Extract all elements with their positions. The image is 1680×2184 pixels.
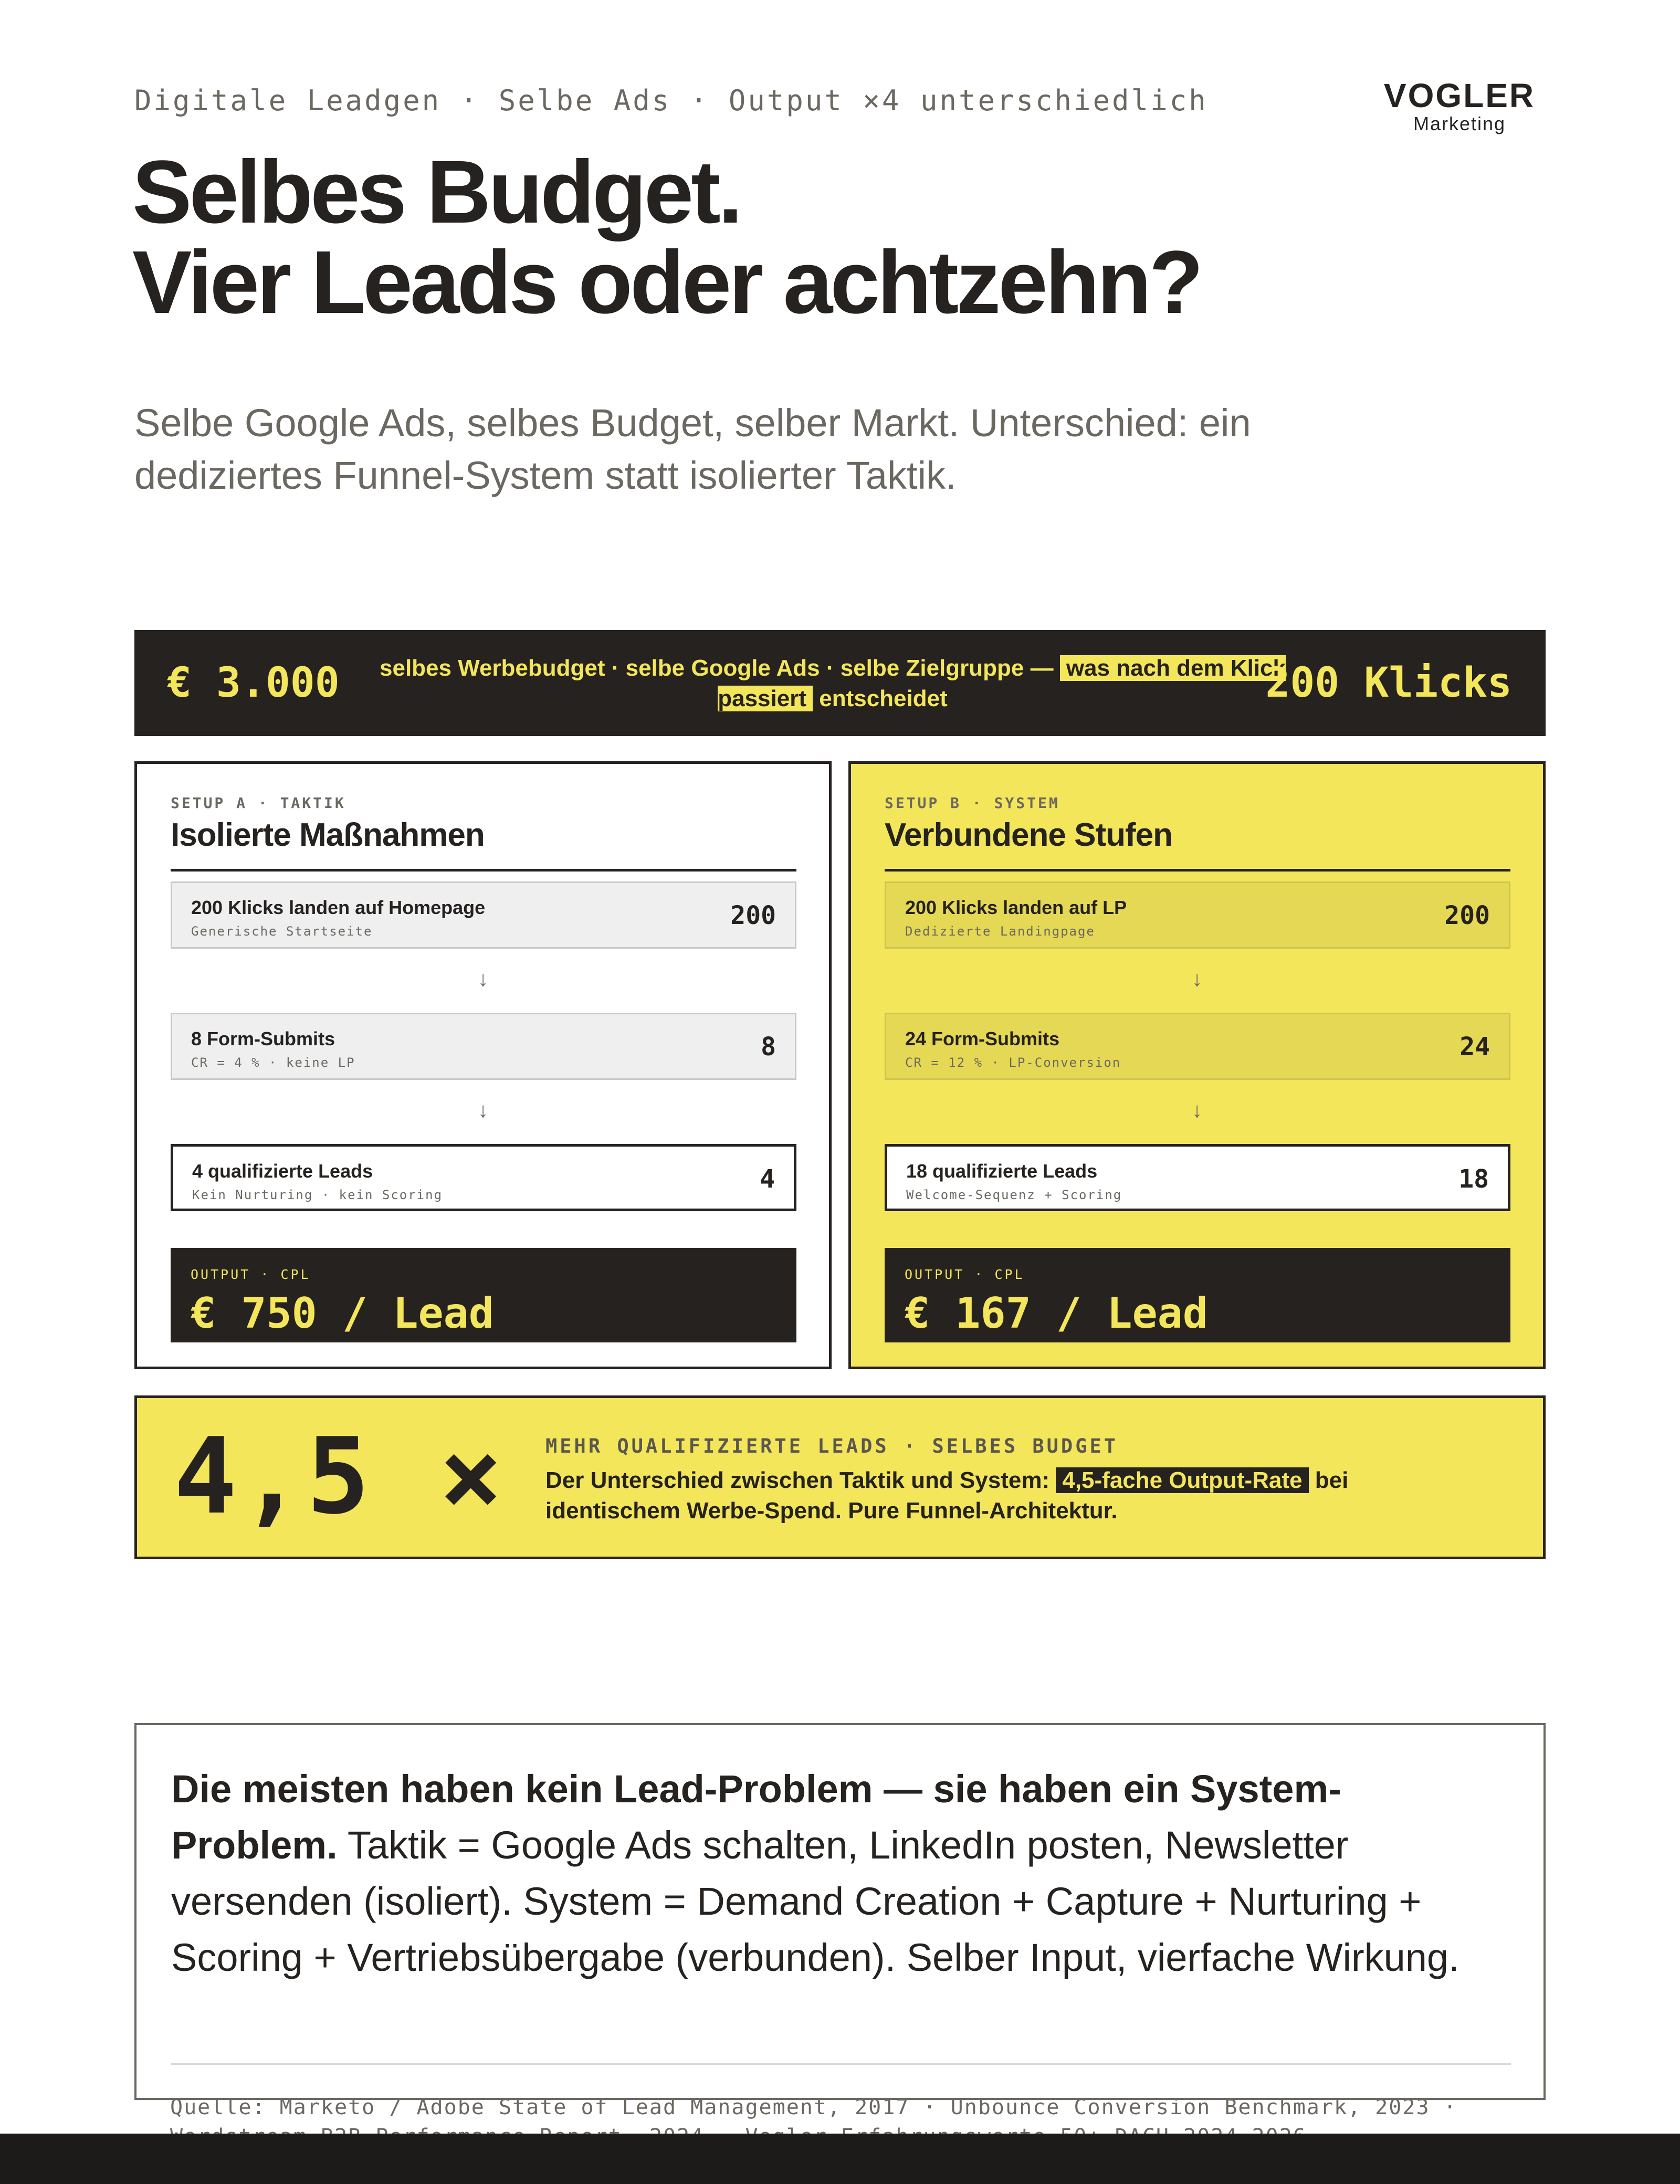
logo-wordmark: VOGLER	[1383, 77, 1536, 114]
funnel-step	[885, 881, 1510, 949]
step-value: 200	[1444, 901, 1490, 930]
budget-value: € 3.000	[167, 659, 340, 707]
multiplier-highlight: 4,5-fache Output-Rate	[1056, 1467, 1308, 1493]
step-value: 24	[1460, 1032, 1490, 1062]
divider	[171, 2063, 1511, 2065]
step-value: 200	[730, 901, 776, 930]
title-line-2: Vier Leads oder achtzehn?	[132, 233, 1201, 332]
multiplier-panel	[134, 1395, 1546, 1559]
step-subtitle: Welcome-Sequenz + Scoring	[906, 1188, 1122, 1202]
arrow-down-icon: ↓	[478, 968, 488, 991]
setup-a-card	[134, 761, 832, 1369]
step-title: 4 qualifizierte Leads	[192, 1160, 373, 1182]
output-kicker: OUTPUT · CPL	[191, 1267, 311, 1282]
multiplier-text-before: Der Unterschied zwischen Taktik und System:	[545, 1467, 1056, 1493]
step-value: 8	[761, 1032, 776, 1062]
lead-paragraph: Selbe Google Ads, selbes Budget, selber Markt. Unterschied: ein dediziertes Funnel-System statt isolierter Taktik.	[134, 401, 1251, 497]
setup-b-card	[848, 761, 1546, 1369]
arrow-down-icon: ↓	[1192, 1099, 1202, 1122]
step-subtitle: Kein Nurturing · kein Scoring	[192, 1188, 443, 1202]
banner-text-after: entscheidet	[813, 686, 948, 711]
logo-subline: Marketing	[1413, 113, 1506, 134]
quote-body: Taktik = Google Ads schalten, LinkedIn posten, Newsletter versenden (isoliert). System = Demand Creation + Capture + Nurturing + Scoring + Vertriebsübergabe (verbunden). Selber Input, vierfache Wirkung.	[171, 1823, 1460, 1979]
eyebrow-tagline: Digitale Leadgen · Selbe Ads · Output ×4 unterschiedlich	[134, 84, 1208, 117]
footer-bar	[0, 2134, 1680, 2184]
clicks-value: 200 Klicks	[1265, 659, 1512, 707]
budget-banner	[134, 630, 1546, 736]
brand-logo	[1376, 79, 1544, 135]
step-subtitle: Generische Startseite	[191, 924, 373, 939]
output-cpl-value: € 167 / Lead	[905, 1289, 1208, 1338]
funnel-step	[885, 1013, 1510, 1080]
setup-a-name: Isolierte Maßnahmen	[171, 817, 485, 853]
output-kicker: OUTPUT · CPL	[905, 1267, 1025, 1282]
multiplier-text	[545, 1465, 1480, 1526]
arrow-down-icon: ↓	[1192, 968, 1202, 991]
source-note: Quelle: Marketo / Adobe State of Lead Management, 2017 · Unbounce Conversion Benchmark, 2023 ·	[170, 2095, 1457, 2119]
banner-text-before: selbes Werbebudget · selbe Google Ads · selbe Zielgruppe —	[380, 655, 1060, 681]
step-subtitle: Dedizierte Landingpage	[905, 924, 1095, 939]
page-title	[132, 142, 1201, 332]
arrow-down-icon: ↓	[478, 1099, 488, 1122]
step-subtitle: CR = 4 % · keine LP	[191, 1055, 355, 1070]
step-value: 18	[1458, 1164, 1489, 1194]
funnel-step-final	[885, 1144, 1510, 1211]
setup-a-kicker: SETUP A · TAKTIK	[171, 794, 346, 812]
step-title: 18 qualifizierte Leads	[906, 1160, 1098, 1182]
funnel-step	[171, 1013, 796, 1080]
step-title: 24 Form-Submits	[905, 1028, 1060, 1049]
quote-bold: Die meisten haben kein Lead-Problem — sie haben ein System-Problem.	[171, 1767, 1341, 1867]
step-subtitle: CR = 12 % · LP-Conversion	[905, 1055, 1121, 1070]
quote-box	[134, 1723, 1546, 2100]
funnel-step	[171, 881, 796, 949]
multiplier-kicker: MEHR QUALIFIZIERTE LEADS · SELBES BUDGET	[545, 1435, 1119, 1457]
multiplier-value: 4,5 ×	[174, 1415, 506, 1538]
step-title: 200 Klicks landen auf Homepage	[191, 897, 486, 918]
multiplier-text-after: bei identischem Werbe-Spend. Pure Funnel-Architektur.	[545, 1467, 1349, 1524]
setup-b-kicker: SETUP B · SYSTEM	[885, 794, 1060, 812]
funnel-step-final	[171, 1144, 796, 1211]
step-value: 4	[760, 1164, 775, 1194]
divider	[171, 869, 796, 872]
step-title: 8 Form-Submits	[191, 1028, 335, 1049]
banner-message	[365, 653, 1300, 714]
setup-b-output	[885, 1248, 1510, 1342]
setup-b-name: Verbundene Stufen	[885, 817, 1172, 853]
banner-highlight: was nach dem Klick passiert	[718, 655, 1286, 711]
title-line-1: Selbes Budget.	[132, 142, 741, 242]
quote-text	[171, 1761, 1505, 1986]
divider	[885, 869, 1510, 872]
output-cpl-value: € 750 / Lead	[191, 1289, 494, 1338]
setup-a-output	[171, 1248, 796, 1342]
step-title: 200 Klicks landen auf LP	[905, 897, 1127, 918]
